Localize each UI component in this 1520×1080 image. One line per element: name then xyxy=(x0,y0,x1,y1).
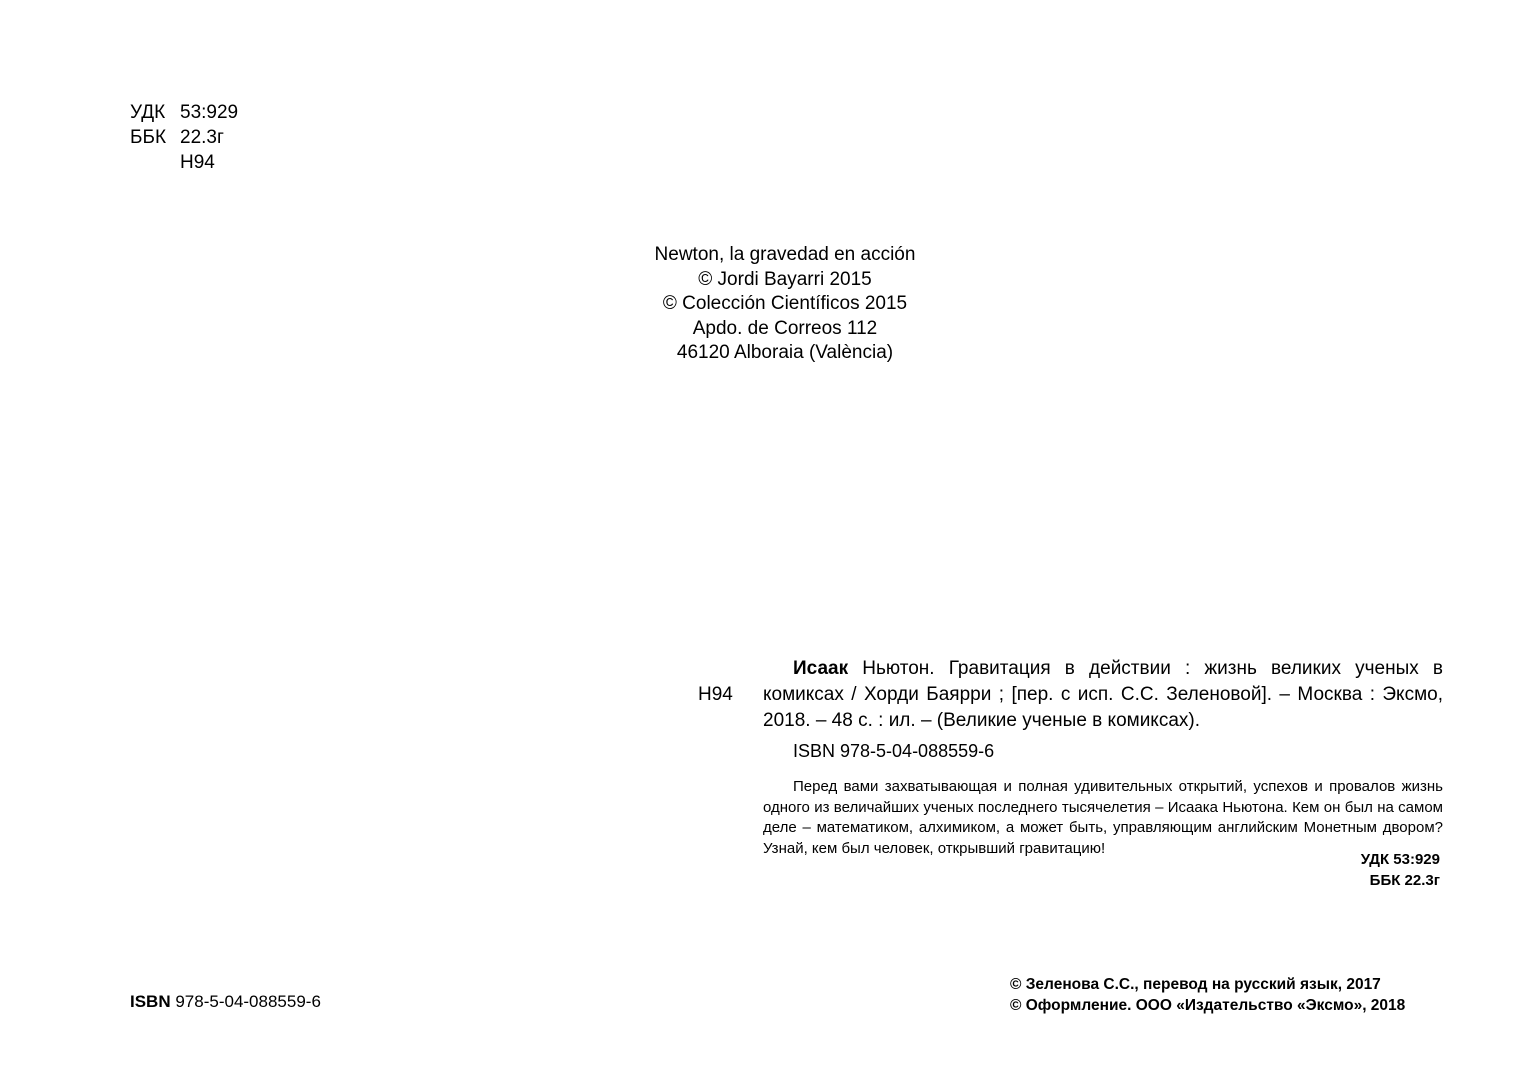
footer-isbn-value: 978-5-04-088559-6 xyxy=(170,992,321,1011)
footer-copyright xyxy=(1010,974,1444,1016)
bib-author-mark: Н94 xyxy=(698,684,733,705)
bib-udk: УДК 53:929 xyxy=(1360,851,1440,868)
bib-first-word: Исаак xyxy=(793,658,849,679)
original-copyright-collection: © Colección Científicos 2015 xyxy=(662,293,908,314)
bib-bbk: ББК 22.3г xyxy=(1369,871,1440,889)
original-address-line-1: Apdo. de Correos 112 xyxy=(692,317,878,339)
bib-description xyxy=(763,656,1443,734)
bib-codes xyxy=(1300,850,1440,891)
bbk-label: ББК xyxy=(130,127,167,148)
udk-label: УДК xyxy=(130,102,166,123)
footer-copyright-design: © Оформление. ООО «Издательство «Эксмо», 2018 xyxy=(1010,997,1406,1014)
bib-isbn: ISBN 978-5-04-088559-6 xyxy=(793,741,995,761)
original-edition-block xyxy=(585,243,985,366)
footer-isbn-label: ISBN xyxy=(130,992,171,1011)
original-address-line-2: 46120 Alboraia (València) xyxy=(676,342,894,363)
footer-copyright-translation: © Зеленова С.С., перевод на русский язык, 2017 xyxy=(1010,976,1381,993)
bbk-value: 22.3г xyxy=(180,127,224,148)
udk-row xyxy=(130,100,238,125)
footer-isbn xyxy=(130,992,321,1012)
udk-value: 53:929 xyxy=(180,102,239,123)
bib-description-text: Ньютон. Гравитация в действии : жизнь великих ученых в комиксах / Хорди Баярри ; [пер. с исп. С.С. Зеленовой]. – Москва : Эксмо, 2018. – 48 с. : ил. – (Великие ученые в комиксах). xyxy=(763,658,1443,731)
original-copyright-author: © Jordi Bayarri 2015 xyxy=(698,268,872,290)
classification-block xyxy=(130,100,238,175)
author-mark: Н94 xyxy=(180,152,215,173)
bib-summary: Перед вами захватывающая и полная удивительных открытий, успехов и провалов жизнь одного из величайших ученых последнего тысячелетия – Исаака Ньютона. Кем он был на самом деле – математиком, алхимиком, а может быть, управляющим английским Монетным двором? Узнай, кем был человек, открывший гравитацию! xyxy=(763,778,1443,857)
original-title: Newton, la gravedad en acción xyxy=(654,244,916,265)
bbk-row xyxy=(130,125,238,150)
